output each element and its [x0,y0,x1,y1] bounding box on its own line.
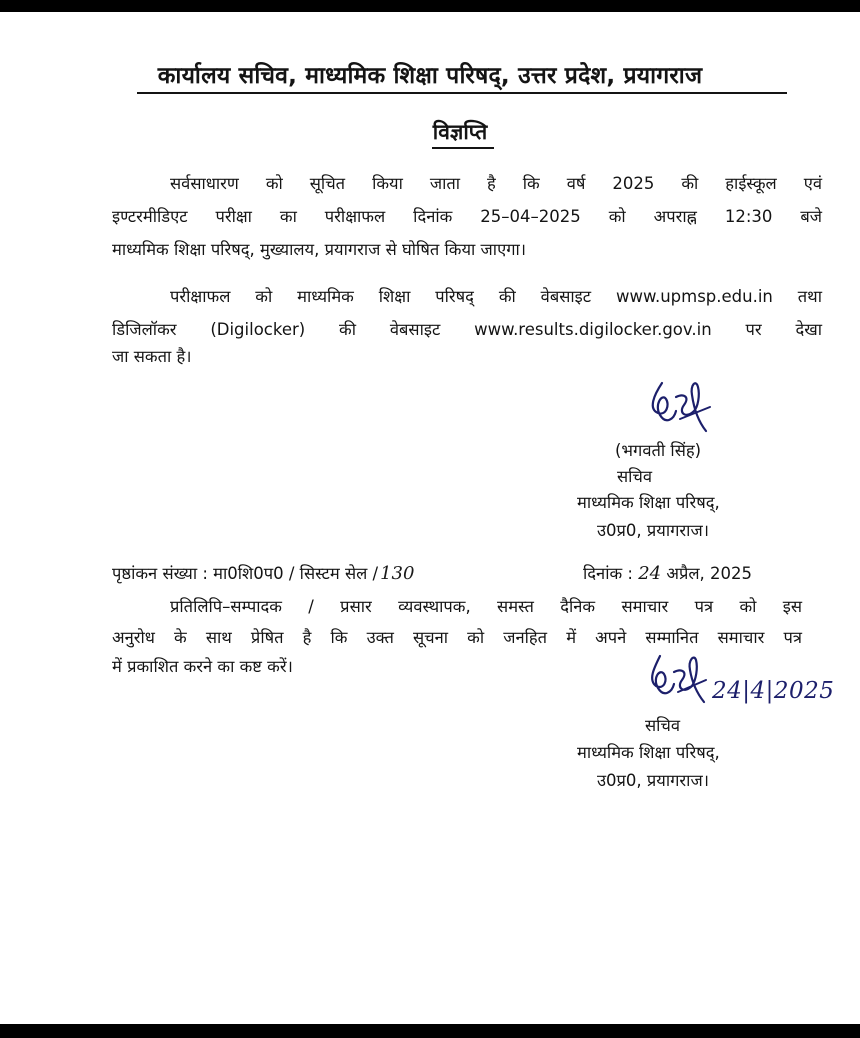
endorsement-ref-number: 130 [380,563,415,584]
para1-line1: सर्वसाधारण को सूचित किया जाता है कि वर्ष 2025 की हाईस्कूल एवं [170,174,822,193]
para2-line1: परीक्षाफल को माध्यमिक शिक्षा परिषद् की वेबसाइट www.upmsp.edu.in तथा [170,287,822,306]
endorsement-date [583,563,752,585]
signatory2-org: माध्यमिक शिक्षा परिषद्, [577,743,720,762]
para2-line2: डिजिलॉकर (Digilocker) की वेबसाइट www.results.digilocker.gov.in पर देखा [112,320,822,339]
endorsement-line3: में प्रकाशित करने का कष्ट करें। [112,657,293,676]
signatory1-name: (भगवती सिंह) [615,441,702,460]
notice-title-underline [432,147,494,149]
signatory1-location: उ0प्र0, प्रयागराज। [597,521,709,540]
office-title-underline [137,92,787,94]
signature-1-image [640,375,720,437]
signatory1-designation: सचिव [617,467,653,486]
endorsement-ref-label: पृष्ठांकन संख्या : मा0शि0प0 / सिस्टम सेल / [112,564,379,583]
endorsement-ref [112,563,414,585]
para1-line3: माध्यमिक शिक्षा परिषद्, मुख्यालय, प्रयागराज से घोषित किया जाएगा। [112,240,527,259]
endorsement-line1: प्रतिलिपि–सम्पादक / प्रसार व्यवस्थापक, समस्त दैनिक समाचार पत्र को इस [170,597,802,616]
office-title: कार्यालय सचिव, माध्यमिक शिक्षा परिषद्, उत्तर प्रदेश, प्रयागराज [157,63,703,89]
top-edge [0,0,860,12]
signatory1-org: माध्यमिक शिक्षा परिषद्, [577,493,720,512]
signatory2-location: उ0प्र0, प्रयागराज। [597,771,709,790]
endorsement-date-day: 24 [638,563,662,584]
signatory2-designation: सचिव [645,716,681,735]
notice-title: विज्ञप्ति [432,120,488,144]
para1-line2: इण्टरमीडिएट परीक्षा का परीक्षाफल दिनांक 25–04–2025 को अपराह्न 12:30 बजे [112,207,822,226]
para2-line3: जा सकता है। [112,347,192,366]
signature-2-image [640,650,715,708]
endorsement-line2: अनुरोध के साथ प्रेषित है कि उक्त सूचना को जनहित में अपने सम्मानित समाचार पत्र [112,628,802,647]
signature-2-handwritten-date: 24|4|2025 [712,678,835,704]
bottom-edge [0,1024,860,1038]
endorsement-date-rest: अप्रैल, 2025 [666,564,753,583]
endorsement-date-label: दिनांक : [583,564,633,583]
